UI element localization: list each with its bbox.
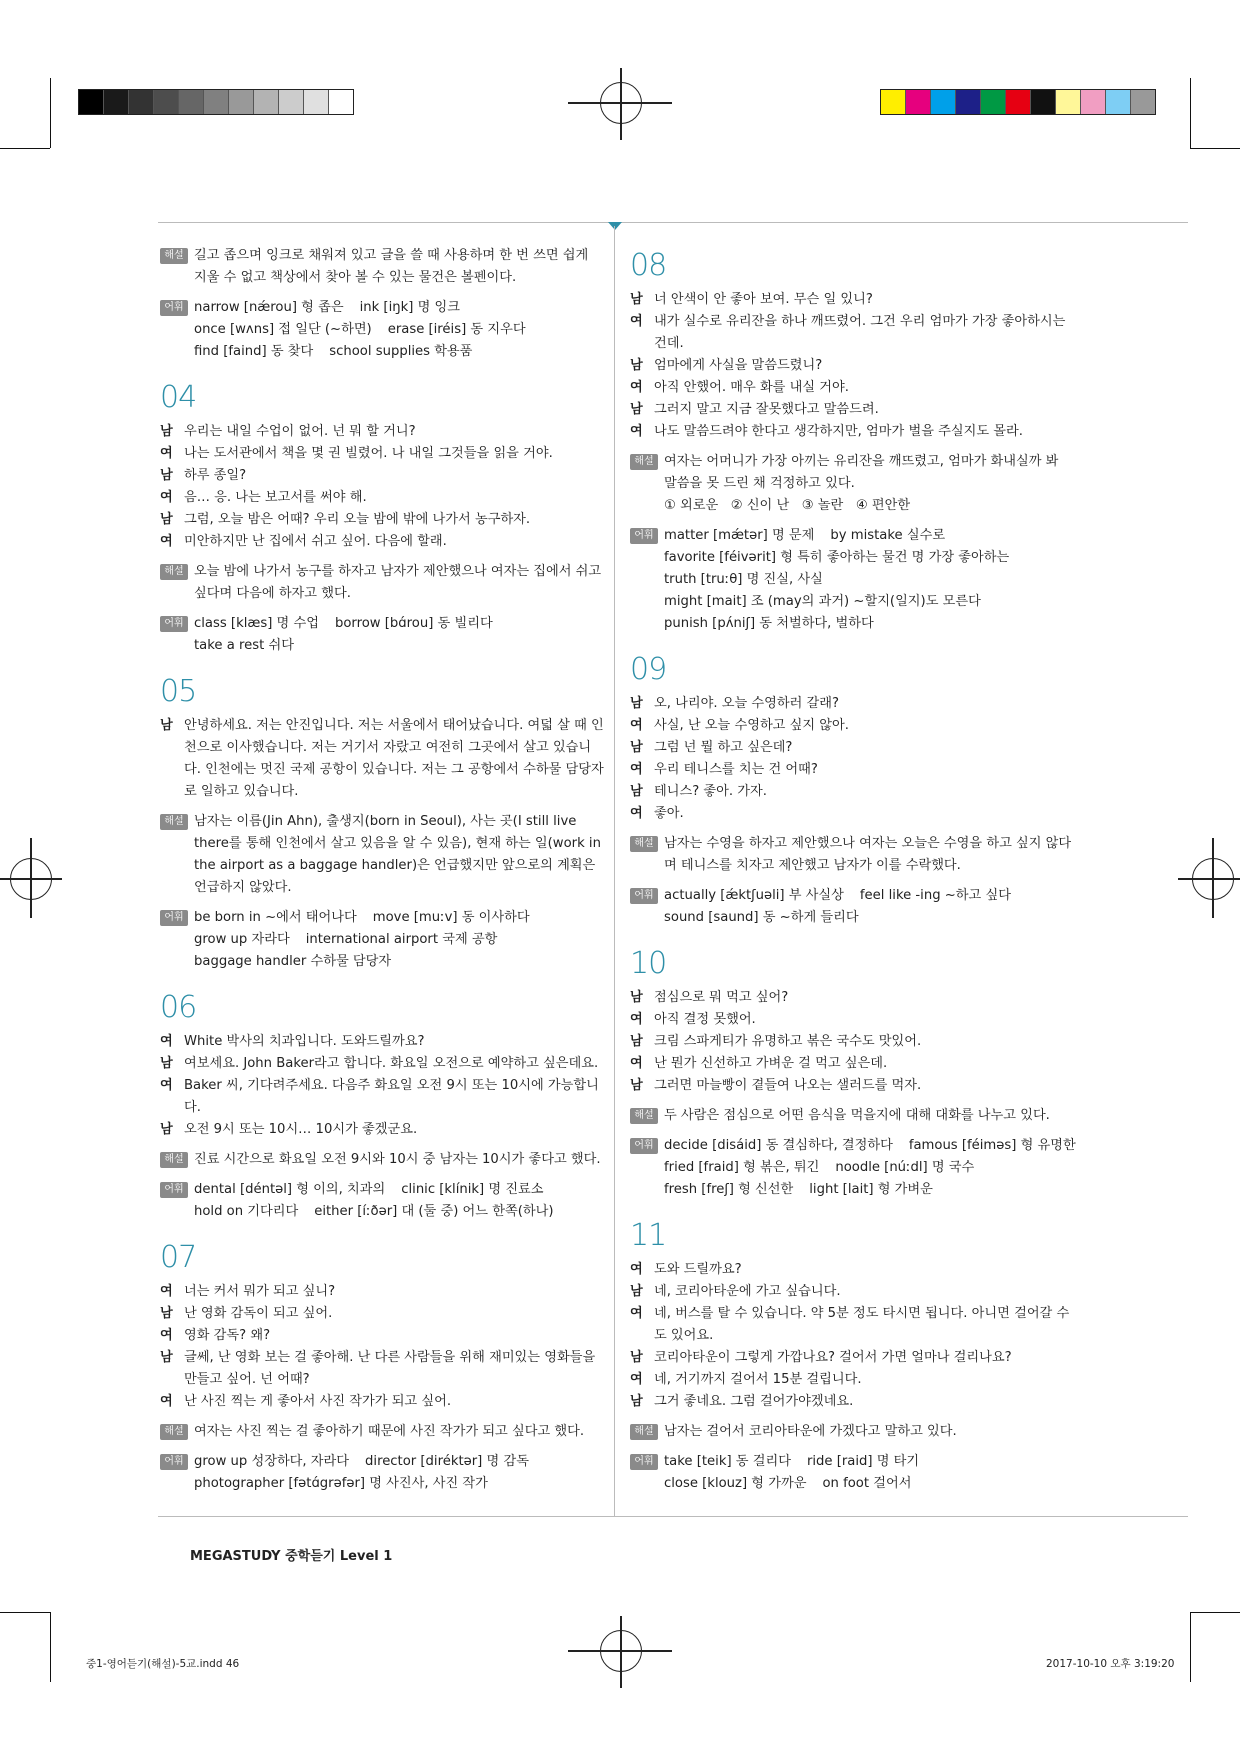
vocab-block <box>630 885 1075 929</box>
slug-file: 중1-영어듣기(해설)-5교.indd 46 <box>86 1658 240 1670</box>
dialogue-text: 테니스? 좋아. 가자. <box>654 784 767 799</box>
question-section <box>160 1241 605 1495</box>
vocab-row <box>194 929 605 951</box>
color-swatch <box>104 90 129 114</box>
speaker-label: 여 <box>160 1034 173 1049</box>
explanation-sentence: 오늘 밤에 나가서 농구를 하자고 남자가 제안했으나 여자는 집에서 쉬고 싶다며 다음에 하자고 했다. <box>194 564 602 601</box>
explanation-block <box>630 833 1075 877</box>
speaker-label: 여 <box>160 1284 173 1299</box>
vocab-row <box>664 885 1075 907</box>
speaker-label: 남 <box>160 512 173 527</box>
dialogue-text: 그러면 마늘빵이 곁들여 나오는 샐러드를 먹자. <box>654 1078 922 1093</box>
explanation-badge: 해설 <box>160 248 188 264</box>
question-number: 07 <box>160 1240 197 1275</box>
dialogue-line <box>160 421 605 443</box>
dialogue-line <box>630 759 1075 781</box>
vocab-badge: 어휘 <box>160 616 188 632</box>
explanation-text <box>194 1421 605 1443</box>
explanation-sentence: 여자는 사진 찍는 걸 좋아하기 때문에 사진 작가가 되고 싶다고 했다. <box>194 1424 585 1439</box>
vocab-row <box>664 1179 1092 1201</box>
vocab-entry: by mistake 실수로 <box>830 528 946 543</box>
vocab-entry: photographer [fətɑ́grəfər] 명 사진사, 사진 작가 <box>194 1476 488 1491</box>
color-swatch <box>129 90 154 114</box>
vocab-row <box>194 951 605 973</box>
dialogue-line <box>160 1325 605 1347</box>
vocab-badge: 어휘 <box>160 300 188 316</box>
dialogue-text: 난 영화 감독이 되고 싶어. <box>184 1306 333 1321</box>
dialogue-text: 나는 도서관에서 책을 몇 권 빌렸어. 나 내일 그것들을 읽을 거야. <box>184 446 553 461</box>
vocab-row <box>194 297 605 319</box>
dialogue-line <box>160 509 605 531</box>
vocab-row <box>194 635 605 657</box>
color-swatch <box>956 90 981 114</box>
top-rule-marker <box>608 222 622 230</box>
question-section <box>160 381 605 657</box>
explanation-sentence: 남자는 걸어서 코리아타운에 가겠다고 말하고 있다. <box>664 1424 957 1439</box>
color-swatch <box>229 90 254 114</box>
dialogue-line <box>160 531 605 553</box>
dialogue-text: 내가 실수로 유리잔을 하나 깨뜨렸어. 그건 우리 엄마가 가장 좋아하시는 건데. <box>654 314 1066 351</box>
speaker-label: 여 <box>160 534 173 549</box>
dialogue-line <box>160 465 605 487</box>
vocab-row <box>664 1157 1092 1179</box>
question-number: 05 <box>160 674 197 709</box>
dialogue-line <box>630 1281 1075 1303</box>
question-section <box>160 991 605 1223</box>
color-swatch <box>1131 90 1155 114</box>
vocab-list <box>194 907 605 973</box>
vocab-entry: ink [iŋk] 명 잉크 <box>359 300 460 315</box>
dialogue-text: 여보세요. John Baker라고 합니다. 화요일 오전으로 예약하고 싶은데요. <box>184 1056 599 1071</box>
explanation-text <box>664 833 1075 877</box>
vocab-list <box>664 525 1075 635</box>
vocab-entry: close [klouz] 형 가까운 <box>664 1476 807 1491</box>
dialogue-line <box>160 1391 605 1413</box>
speaker-label: 여 <box>160 1328 173 1343</box>
explanation-text <box>664 451 1075 517</box>
vocab-badge: 어휘 <box>160 1182 188 1198</box>
color-swatch <box>254 90 279 114</box>
vocab-entry: noodle [núːdl] 명 국수 <box>835 1160 975 1175</box>
question-number: 08 <box>630 248 667 283</box>
explanation-badge: 해설 <box>630 454 658 470</box>
vocab-row <box>194 1473 605 1495</box>
vocab-entry: take [teik] 동 걸리다 <box>664 1454 791 1469</box>
dialogue-line <box>160 1031 605 1053</box>
color-swatch <box>204 90 229 114</box>
explanation-block <box>630 1421 1075 1443</box>
vocab-row <box>194 613 605 635</box>
vocab-entry: move [muːv] 동 이사하다 <box>372 910 530 925</box>
dialogue-text: 코리아타운이 그렇게 가깝나요? 걸어서 가면 얼마나 걸리나요? <box>654 1350 1012 1365</box>
vocab-entry: hold on 기다리다 <box>194 1204 299 1219</box>
vocab-entry: grow up 성장하다, 자라다 <box>194 1454 350 1469</box>
question-number: 11 <box>630 1218 667 1253</box>
speaker-label: 남 <box>630 740 643 755</box>
dialogue-line <box>630 377 1075 399</box>
color-swatch <box>1106 90 1131 114</box>
explanation-sentence: 여자는 어머니가 가장 아끼는 유리잔을 깨뜨렸고, 엄마가 화내실까 봐 말씀을 못 드린 채 걱정하고 있다. <box>664 454 1059 491</box>
dialogue-text: 엄마에게 사실을 말씀드렸니? <box>654 358 823 373</box>
question-section <box>160 675 605 973</box>
vocab-entry: class [klæs] 명 수업 <box>194 616 319 631</box>
speaker-label: 여 <box>630 1372 643 1387</box>
vocab-list <box>664 885 1075 929</box>
explanation-sentence: 진료 시간으로 화요일 오전 9시와 10시 중 남자는 10시가 좋다고 했다. <box>194 1152 601 1167</box>
dialogue-line <box>630 1031 1075 1053</box>
dialogue-line <box>630 421 1075 443</box>
vocab-entry: might [mait] 조 (may의 과거) ~할지(일지)도 모른다 <box>664 594 981 609</box>
dialogue-line <box>630 1303 1075 1347</box>
vocab-row <box>664 1451 1075 1473</box>
explanation-badge: 해설 <box>630 1108 658 1124</box>
top-fragment-explanation <box>160 245 605 289</box>
speaker-label: 남 <box>160 1350 173 1365</box>
question-section <box>630 249 1075 635</box>
explanation-sentence: 남자는 이름(Jin Ahn), 출생지(born in Seoul), 사는 곳(I still live there를 통해 인천에서 살고 있음을 알 수 있음), 현재 하는 일(work in the airport as a baggage handler)은 언급했지만 앞으로의 계획은 언급하지 않았다. <box>194 814 601 895</box>
vocab-list <box>664 1451 1075 1495</box>
vocab-row <box>664 613 1075 635</box>
answer-options: ① 외로운 ② 신이 난 ③ 놀란 ④ 편안한 <box>664 498 911 513</box>
explanation-block <box>630 1105 1075 1127</box>
speaker-label: 남 <box>630 1078 643 1093</box>
explanation-text <box>664 1105 1075 1127</box>
dialogue-line <box>630 1369 1075 1391</box>
dialogue-line <box>630 1391 1075 1413</box>
speaker-label: 여 <box>160 490 173 505</box>
vocab-entry: on foot 걸어서 <box>822 1476 912 1491</box>
vocab-row <box>664 1135 1092 1157</box>
speaker-label: 남 <box>630 402 643 417</box>
speaker-label: 남 <box>160 1122 173 1137</box>
vocab-entry: feel like -ing ~하고 싶다 <box>859 888 1011 903</box>
speaker-label: 여 <box>160 446 173 461</box>
vocab-entry: borrow [bɑ́rou] 동 빌리다 <box>334 616 493 631</box>
dialogue-line <box>630 781 1075 803</box>
vocab-badge: 어휘 <box>630 528 658 544</box>
dialogue-line <box>630 1009 1075 1031</box>
explanation-block <box>630 451 1075 517</box>
color-swatch <box>1056 90 1081 114</box>
vocab-row <box>664 907 1075 929</box>
speaker-label: 남 <box>630 1284 643 1299</box>
explanation-badge: 해설 <box>160 1152 188 1168</box>
question-number: 09 <box>630 652 667 687</box>
speaker-label: 여 <box>630 380 643 395</box>
dialogue-text: 우리는 내일 수업이 없어. 넌 뭐 할 거니? <box>184 424 416 439</box>
vocab-entry: sound [saund] 동 ~하게 들리다 <box>664 910 859 925</box>
speaker-label: 여 <box>630 1262 643 1277</box>
speaker-label: 여 <box>160 1394 173 1409</box>
speaker-label: 남 <box>630 292 643 307</box>
vocab-row <box>194 1201 605 1223</box>
question-number: 06 <box>160 990 197 1025</box>
speaker-label: 여 <box>630 1306 643 1321</box>
dialogue-text: 미안하지만 난 집에서 쉬고 싶어. 다음에 할래. <box>184 534 447 549</box>
speaker-label: 남 <box>630 696 643 711</box>
speaker-label: 남 <box>630 1034 643 1049</box>
vocab-block <box>630 1451 1075 1495</box>
dialogue-line <box>630 737 1075 759</box>
color-swatch <box>881 90 906 114</box>
vocab-entry: director [diréktər] 명 감독 <box>365 1454 529 1469</box>
dialogue-text: 아직 안했어. 매우 화를 내실 거야. <box>654 380 849 395</box>
dialogue-line <box>630 399 1075 421</box>
vocab-entry: erase [iréis] 동 지우다 <box>387 322 526 337</box>
dialogue-text: 크림 스파게티가 유명하고 볶은 국수도 맛있어. <box>654 1034 922 1049</box>
vocab-list <box>194 613 605 657</box>
vocab-entry: once [wʌns] 접 일단 (~하면) <box>194 322 372 337</box>
speaker-label: 여 <box>630 806 643 821</box>
color-swatch <box>329 90 353 114</box>
dialogue-text: White 박사의 치과입니다. 도와드릴까요? <box>184 1034 425 1049</box>
vocab-entry: find [faind] 동 찾다 <box>194 344 314 359</box>
dialogue-text: 그러지 말고 지금 잘못했다고 말씀드려. <box>654 402 879 417</box>
dialogue-text: 오, 나리야. 오늘 수영하러 갈래? <box>654 696 840 711</box>
question-number: 04 <box>160 380 197 415</box>
vocab-entry: school supplies 학용품 <box>329 344 473 359</box>
dialogue-line <box>160 1053 605 1075</box>
vocab-entry: matter [mǽtər] 명 문제 <box>664 528 815 543</box>
explanation-badge: 해설 <box>630 836 658 852</box>
dialogue-line <box>630 1347 1075 1369</box>
speaker-label: 남 <box>630 990 643 1005</box>
dialogue-text: 그럼 넌 뭘 하고 싶은데? <box>654 740 793 755</box>
dialogue-line <box>160 443 605 465</box>
explanation-block <box>160 1421 605 1443</box>
dialogue-text: 아직 결정 못했어. <box>654 1012 756 1027</box>
footer-title: MEGASTUDY 중학듣기 Level 1 <box>190 1549 393 1564</box>
dialogue-text: 그럼, 오늘 밤은 어때? 우리 오늘 밤에 밖에 나가서 농구하자. <box>184 512 531 527</box>
dialogue-line <box>160 1075 605 1119</box>
dialogue-text: 도와 드릴까요? <box>654 1262 742 1277</box>
dialogue-line <box>160 1281 605 1303</box>
dialogue-text: 점심으로 뭐 먹고 싶어? <box>654 990 789 1005</box>
dialogue-text: 난 뭔가 신선하고 가벼운 걸 먹고 싶은데. <box>654 1056 888 1071</box>
explanation-text <box>194 561 605 605</box>
explanation-text <box>664 1421 1075 1443</box>
dialogue-text: 난 사진 찍는 게 좋아서 사진 작가가 되고 싶어. <box>184 1394 452 1409</box>
vocab-entry: fried [fraid] 형 볶은, 튀긴 <box>664 1160 820 1175</box>
vocab-list <box>194 1451 605 1495</box>
speaker-label: 여 <box>630 762 643 777</box>
color-swatch <box>304 90 329 114</box>
vocab-row <box>664 525 1075 547</box>
vocab-entry: international airport 국제 공항 <box>305 932 498 947</box>
dialogue-text: 안녕하세요. 저는 안진입니다. 저는 서울에서 태어났습니다. 여덟 살 때 인천으로 이사했습니다. 저는 거기서 자랐고 여전히 그곳에서 살고 있습니다. 인천에는 멋진 국제 공항이 있습니다. 저는 그 공항에서 수하물 담당자로 일하고 있습니다. <box>184 718 604 799</box>
question-section <box>630 653 1075 929</box>
speaker-label: 여 <box>630 718 643 733</box>
dialogue-text: Baker 씨, 기다려주세요. 다음주 화요일 오전 9시 또는 10시에 가능합니다. <box>184 1078 599 1115</box>
dialogue-line <box>630 803 1075 825</box>
vocab-badge: 어휘 <box>630 1138 658 1154</box>
vocab-entry: narrow [nǽrou] 형 좁은 <box>194 300 344 315</box>
vocab-entry: dental [déntəl] 형 이의, 치과의 <box>194 1182 386 1197</box>
dialogue-text: 네, 버스를 탈 수 있습니다. 약 5분 정도 타시면 됩니다. 아니면 걸어갈 수도 있어요. <box>654 1306 1070 1343</box>
vocab-row <box>194 907 605 929</box>
question-number: 10 <box>630 946 667 981</box>
vocab-row <box>194 341 605 363</box>
dialogue-line <box>630 987 1075 1009</box>
vocab-entry: fresh [freʃ] 형 신선한 <box>664 1182 794 1197</box>
vocab-row <box>664 569 1075 591</box>
dialogue-text: 그거 좋네요. 그럼 걸어가야겠네요. <box>654 1394 854 1409</box>
dialogue-text: 글쎄, 난 영화 보는 걸 좋아해. 난 다른 사람들을 위해 재미있는 영화들을 만들고 싶어. 넌 어때? <box>184 1350 596 1387</box>
gray-color-bar <box>78 89 354 115</box>
dialogue-line <box>160 1119 605 1141</box>
vocab-badge: 어휘 <box>160 1454 188 1470</box>
vocab-badge: 어휘 <box>630 1454 658 1470</box>
speaker-label: 남 <box>160 1056 173 1071</box>
speaker-label: 남 <box>630 1394 643 1409</box>
vocab-block <box>160 1179 605 1223</box>
explanation-badge: 해설 <box>160 564 188 580</box>
dialogue-line <box>630 1075 1075 1097</box>
vocab-row <box>194 1451 605 1473</box>
dialogue-line <box>160 715 605 803</box>
speaker-label: 남 <box>630 784 643 799</box>
vocab-entry: take a rest 쉬다 <box>194 638 294 653</box>
color-swatch <box>981 90 1006 114</box>
vocab-row <box>664 547 1075 569</box>
speaker-label: 남 <box>160 1306 173 1321</box>
process-color-bar <box>880 89 1156 115</box>
vocab-list <box>664 1135 1092 1201</box>
dialogue-text: 오전 9시 또는 10시… 10시가 좋겠군요. <box>184 1122 418 1137</box>
vocab-block <box>160 907 605 973</box>
speaker-label: 여 <box>630 1012 643 1027</box>
column-divider <box>614 226 615 1516</box>
left-column <box>160 245 605 1495</box>
dialogue-line <box>630 715 1075 737</box>
color-swatch <box>1006 90 1031 114</box>
explanation-text: 길고 좁으며 잉크로 채워져 있고 글을 쓸 때 사용하며 한 번 쓰면 쉽게 지울 수 없고 책상에서 찾아 볼 수 있는 물건은 볼펜이다. <box>194 248 589 285</box>
vocab-block <box>160 613 605 657</box>
question-section <box>630 1219 1075 1495</box>
vocab-block <box>630 1135 1075 1201</box>
vocab-row <box>194 1179 605 1201</box>
question-section <box>630 947 1075 1201</box>
top-fragment-vocab <box>160 297 605 363</box>
vocab-entry: light [lait] 형 가벼운 <box>809 1182 933 1197</box>
vocab-entry: be born in ~에서 태어나다 <box>194 910 357 925</box>
vocab-badge: 어휘 <box>160 910 188 926</box>
dialogue-line <box>160 487 605 509</box>
color-swatch <box>79 90 104 114</box>
explanation-sentence: 두 사람은 점심으로 어떤 음식을 먹을지에 대해 대화를 나누고 있다. <box>664 1108 1050 1123</box>
vocab-entry: ride [raid] 명 타기 <box>806 1454 920 1469</box>
dialogue-text: 네, 거기까지 걸어서 15분 걸립니다. <box>654 1372 862 1387</box>
vocab-entry: decide [disáid] 동 결심하다, 결정하다 <box>664 1138 893 1153</box>
bottom-rule <box>158 1516 1188 1517</box>
vocab-entry: punish [pʌ́niʃ] 동 처벌하다, 벌하다 <box>664 616 874 631</box>
vocab-list <box>194 1179 605 1223</box>
dialogue-line <box>630 1053 1075 1075</box>
vocab-list <box>194 297 605 363</box>
vocab-entry: actually [ǽktʃuəli] 부 사실상 <box>664 888 844 903</box>
vocab-entry: baggage handler 수하물 담당자 <box>194 954 392 969</box>
dialogue-text: 하루 종일? <box>184 468 247 483</box>
color-swatch <box>1081 90 1106 114</box>
explanation-text <box>194 811 605 899</box>
color-swatch <box>906 90 931 114</box>
dialogue-line <box>630 693 1075 715</box>
slug-timestamp: 2017-10-10 오후 3:19:20 <box>1046 1658 1175 1670</box>
speaker-label: 남 <box>160 468 173 483</box>
speaker-label: 남 <box>160 424 173 439</box>
explanation-sentence: 남자는 수영을 하자고 제안했으나 여자는 오늘은 수영을 하고 싶지 않다며 테니스를 치자고 제안했고 남자가 이를 수락했다. <box>664 836 1072 873</box>
dialogue-line <box>630 1259 1075 1281</box>
dialogue-line <box>630 355 1075 377</box>
vocab-entry: clinic [klínik] 명 진료소 <box>401 1182 544 1197</box>
speaker-label: 여 <box>630 424 643 439</box>
color-swatch <box>154 90 179 114</box>
explanation-text <box>194 1149 605 1171</box>
right-column <box>630 245 1075 1495</box>
vocab-block <box>160 1451 605 1495</box>
dialogue-line <box>160 1303 605 1325</box>
dialogue-line <box>630 289 1075 311</box>
vocab-entry: grow up 자라다 <box>194 932 290 947</box>
dialogue-text: 나도 말씀드려야 한다고 생각하지만, 엄마가 벌을 주실지도 몰라. <box>654 424 1023 439</box>
vocab-entry: truth [truːθ] 명 진실, 사실 <box>664 572 823 587</box>
dialogue-text: 우리 테니스를 치는 건 어때? <box>654 762 818 777</box>
color-swatch <box>931 90 956 114</box>
dialogue-line <box>630 311 1075 355</box>
speaker-label: 여 <box>630 1056 643 1071</box>
speaker-label: 여 <box>630 314 643 329</box>
dialogue-text: 음… 응. 나는 보고서를 써야 해. <box>184 490 367 505</box>
vocab-row <box>664 591 1075 613</box>
dialogue-line <box>160 1347 605 1391</box>
vocab-badge: 어휘 <box>630 888 658 904</box>
explanation-block <box>160 811 605 899</box>
vocab-entry: famous [féiməs] 형 유명한 <box>908 1138 1076 1153</box>
speaker-label: 남 <box>160 718 173 733</box>
color-swatch <box>1031 90 1056 114</box>
color-swatch <box>179 90 204 114</box>
explanation-badge: 해설 <box>630 1424 658 1440</box>
speaker-label: 여 <box>160 1078 173 1093</box>
vocab-block <box>630 525 1075 635</box>
dialogue-text: 사실, 난 오늘 수영하고 싶지 않아. <box>654 718 849 733</box>
top-rule <box>158 222 1188 223</box>
dialogue-text: 너는 커서 뭐가 되고 싶니? <box>184 1284 336 1299</box>
speaker-label: 남 <box>630 358 643 373</box>
dialogue-text: 좋아. <box>654 806 684 821</box>
explanation-block <box>160 561 605 605</box>
vocab-entry: either [íːðər] 대 (둘 중) 어느 한쪽(하나) <box>314 1204 554 1219</box>
explanation-block <box>160 1149 605 1171</box>
vocab-row <box>194 319 605 341</box>
explanation-badge: 해설 <box>160 1424 188 1440</box>
color-swatch <box>279 90 304 114</box>
dialogue-text: 네, 코리아타운에 가고 싶습니다. <box>654 1284 841 1299</box>
dialogue-text: 영화 감독? 왜? <box>184 1328 271 1343</box>
vocab-row <box>664 1473 1075 1495</box>
speaker-label: 남 <box>630 1350 643 1365</box>
vocab-entry: favorite [féivərit] 형 특히 좋아하는 물건 명 가장 좋아하는 <box>664 550 1010 565</box>
explanation-badge: 해설 <box>160 814 188 830</box>
dialogue-text: 너 안색이 안 좋아 보여. 무슨 일 있니? <box>654 292 873 307</box>
